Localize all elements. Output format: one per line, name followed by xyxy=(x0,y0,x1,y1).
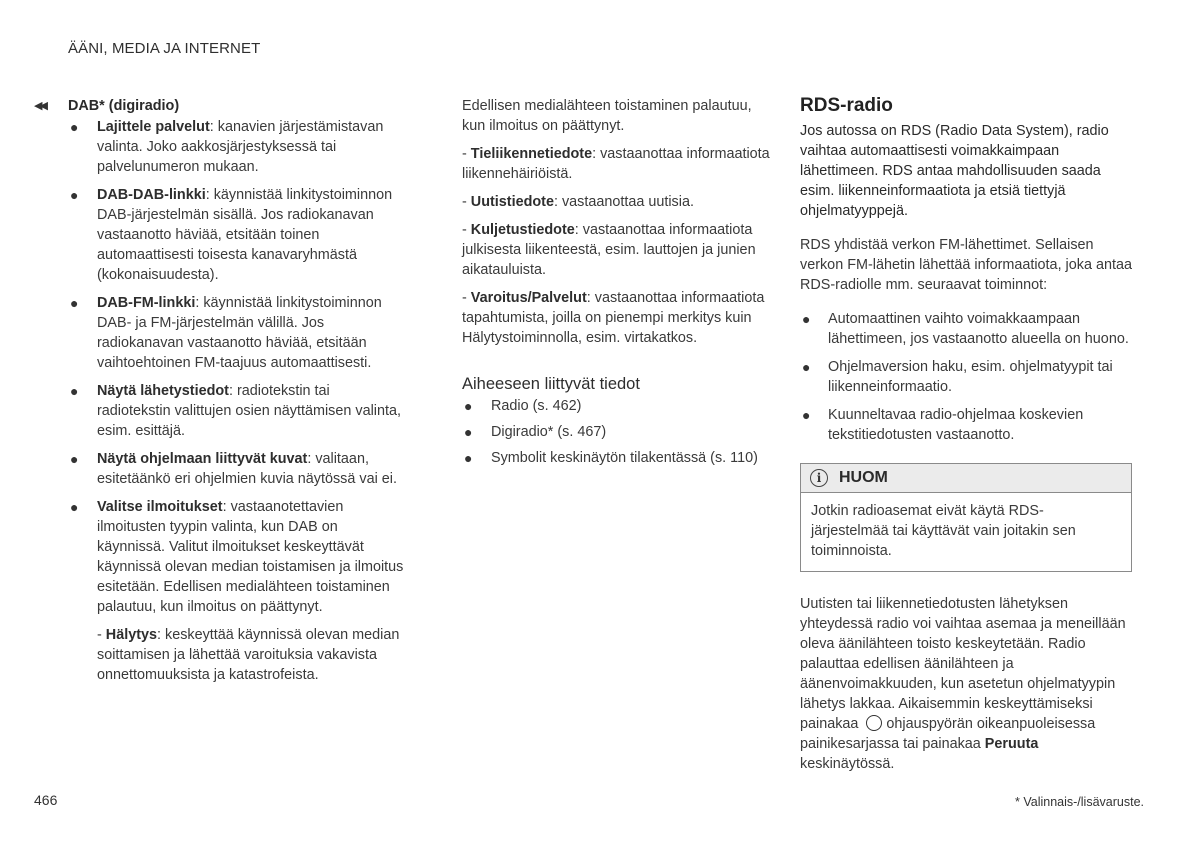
dab-settings-list xyxy=(68,117,404,685)
related-link-text[interactable]: Symbolit keskinäytön tilakentässä (s. 110) xyxy=(491,450,758,466)
item-term: Näytä lähetystiedot xyxy=(97,383,229,399)
para-text: ohjauspyörän oikeanpuoleisessa painikesarjassa tai painakaa xyxy=(800,716,1096,752)
item-term: Näytä ohjelmaan liittyvät kuvat xyxy=(97,451,308,467)
bullet-icon: ● xyxy=(70,499,79,515)
related-list xyxy=(462,396,774,468)
intro-paragraph: Edellisen medialähteen toistaminen palautuu, kun ilmoitus on päättynyt. xyxy=(462,98,752,134)
item-text: Kuunneltavaa radio-ohjelmaa koskevien tekstitiedotusten vastaanotto. xyxy=(828,407,1084,443)
cancel-term: Peruuta xyxy=(984,736,1039,752)
sub-term: Kuljetustiedote xyxy=(470,222,575,238)
related-link[interactable] xyxy=(462,396,774,416)
rds-paragraph: RDS yhdistää verkon FM-lähettimet. Sellaisen verkon FM-lähetin lähettää informaatiota, joka antaa RDS-radiolle mm. seuraavat toiminnot: xyxy=(800,237,1132,293)
sub-text: : vastaanottaa informaatiota tapahtumista, joilla on pienempi merkitys kuin Hälytystoiminnolla, esim. virtakatkos. xyxy=(462,290,765,346)
column-middle xyxy=(462,96,774,474)
related-heading: Aiheeseen liittyvät tiedot xyxy=(462,375,640,393)
item-text: : vastaanotettavien ilmoitusten tyypin valinta, kun DAB on käynnissä. Valitut ilmoitukset keskeyttävät käynnissä olevan median toistamisen ja ilmoitus esitetään. Edellisen medialähteen toistaminen palautuu, kun ilmoitus on päättynyt. xyxy=(97,499,404,615)
para-text: keskinäytössä. xyxy=(800,756,895,772)
item-text: : kanavien järjestämistavan valinta. Joko aakkosjärjestyksessä tai palvelunumeron mukaan. xyxy=(97,119,384,175)
sub-item xyxy=(462,220,774,280)
item-term: DAB-FM-linkki xyxy=(97,295,196,311)
sub-term: Tieliikennetiedote xyxy=(470,146,593,162)
footnote: * Valinnais-/lisävaruste. xyxy=(1015,795,1144,809)
related-link-text[interactable]: Radio (s. 462) xyxy=(491,398,582,414)
section-heading-dab xyxy=(34,96,404,116)
bullet-icon: ● xyxy=(464,424,473,440)
item-term: Valitse ilmoitukset xyxy=(97,499,223,515)
list-item xyxy=(68,293,404,373)
bullet-icon: ● xyxy=(70,119,79,135)
bullet-icon: ● xyxy=(70,187,79,203)
sub-prefix: - xyxy=(462,146,471,162)
item-text: Ohjelmaversion haku, esim. ohjelmatyypit tai liikenneinformaatio. xyxy=(828,359,1113,395)
list-item xyxy=(68,381,404,441)
list-item xyxy=(68,449,404,489)
item-term: Lajittele palvelut xyxy=(97,119,210,135)
sub-term: Uutistiedote xyxy=(470,194,554,210)
info-icon: i xyxy=(810,469,828,487)
item-text: : käynnistää linkitystoiminnon DAB- ja FM-järjestelmän välillä. Jos radiokanavan vastaanotto häviää, etsitään vaihtoehtoinen FM-taajuus automaattisesti. xyxy=(97,295,382,371)
note-header xyxy=(801,464,1131,493)
para-text: Uutisten tai liikennetiedotusten lähetyksen yhteydessä radio voi vaihtaa asemaa ja meneillään oleva äänilähteen toisto keskeytetään. Radio palauttaa edellisen äänilähteen ja äänenvoimakkuuden, kun asetetun ohjelmatyypin lähetys lakkaa. Aikaisemmin keskeyttämiseksi painakaa xyxy=(800,596,1126,732)
note-title: HUOM xyxy=(839,469,888,486)
column-left xyxy=(34,96,404,693)
sub-item xyxy=(462,192,774,212)
rds-title: RDS-radio xyxy=(800,95,893,116)
bullet-icon: ● xyxy=(464,450,473,466)
sub-item-alarm xyxy=(97,625,404,685)
item-text: Automaattinen vaihto voimakkaampaan lähettimeen, jos vastaanotto alueella on huono. xyxy=(828,311,1129,347)
column-right xyxy=(800,96,1132,788)
related-link[interactable] xyxy=(462,422,774,442)
bullet-icon: ● xyxy=(802,407,811,423)
list-item xyxy=(68,185,404,285)
page-number: 466 xyxy=(34,792,58,808)
sub-text: : vastaanottaa informaatiota julkisesta liikenteestä, esim. lauttojen ja junien aikatauluista. xyxy=(462,222,756,278)
sub-prefix: - xyxy=(462,194,471,210)
rds-paragraph-2 xyxy=(800,594,1132,774)
section-heading-text: DAB* (digiradio) xyxy=(68,98,180,114)
sub-term: Varoitus/Palvelut xyxy=(470,290,587,306)
list-item xyxy=(800,309,1132,349)
sub-prefix: - xyxy=(462,222,471,238)
sub-prefix: - xyxy=(97,627,106,643)
circle-button-icon xyxy=(866,715,882,731)
related-link-text[interactable]: Digiradio* (s. 467) xyxy=(491,424,607,440)
list-item xyxy=(800,357,1132,397)
sub-text: : vastaanottaa uutisia. xyxy=(553,194,694,210)
bullet-icon: ● xyxy=(70,383,79,399)
sub-term: Hälytys xyxy=(105,627,157,643)
list-item xyxy=(68,117,404,177)
item-text: : valitaan, esitetäänkö eri ohjelmien kuvia näytössä vai ei. xyxy=(97,451,397,487)
sub-item xyxy=(462,144,774,184)
sub-text: : keskeyttää käynnissä olevan median soittamisen ja lähettää varoituksia vakavista onnettomuuksista ja katastrofeista. xyxy=(97,627,400,683)
bullet-icon: ● xyxy=(70,295,79,311)
sub-text: : vastaanottaa informaatiota liikennehäiriöistä. xyxy=(462,146,770,182)
page-header: ÄÄNI, MEDIA JA INTERNET xyxy=(68,40,261,57)
item-text: : käynnistää linkitystoiminnon DAB-järjestelmän sisällä. Jos radiokanavan vastaanotto häviää, etsitään toinen automaattisesti toisesta kanavaryhmästä (kokonaisuudesta). xyxy=(97,187,393,283)
back-arrow-icon[interactable]: ◀◀ xyxy=(34,100,45,112)
bullet-icon: ● xyxy=(70,451,79,467)
item-term: DAB-DAB-linkki xyxy=(97,187,206,203)
related-link[interactable] xyxy=(462,448,774,468)
sub-prefix: - xyxy=(462,290,471,306)
item-text: : radiotekstin tai radiotekstin valittujen osien näyttämisen valinta, esim. esittäjä. xyxy=(97,383,401,439)
bullet-icon: ● xyxy=(802,359,811,375)
list-item xyxy=(68,497,404,685)
note-box xyxy=(800,463,1132,572)
bullet-icon: ● xyxy=(464,398,473,414)
rds-lead: Jos autossa on RDS (Radio Data System), radio vaihtaa automaattisesti voimakkaimpaan lähettimeen. RDS antaa mahdollisuuden saada esim. liikenneinformaatiota ja etsiä tiettyjä ohjelmatyyppejä. xyxy=(800,123,1109,219)
rds-features-list xyxy=(800,309,1132,445)
note-body: Jotkin radioasemat eivät käytä RDS-järjestelmää tai käyttävät vain joitakin sen toiminnoista. xyxy=(811,503,1076,559)
sub-item xyxy=(462,288,774,348)
list-item xyxy=(800,405,1132,445)
bullet-icon: ● xyxy=(802,311,811,327)
